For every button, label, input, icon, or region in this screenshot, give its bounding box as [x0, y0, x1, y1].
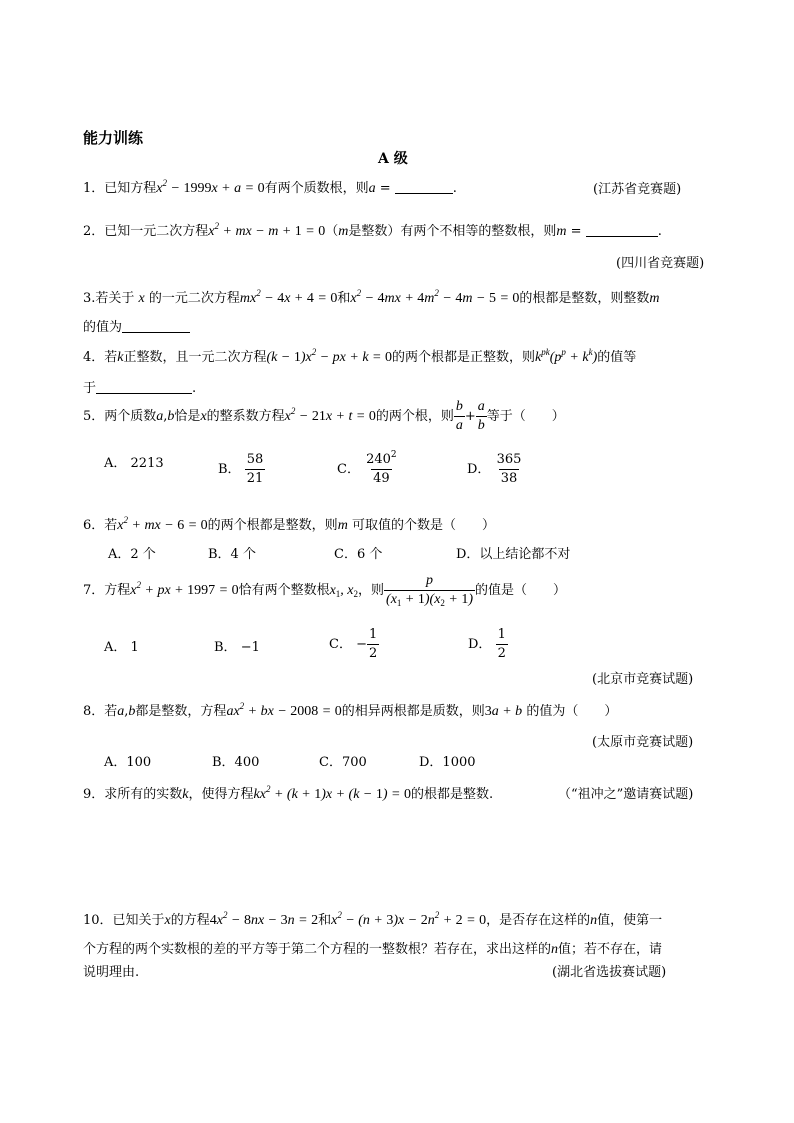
question-8: 8．若a,b都是整数，方程$ax^2$ + bx − 2008 = 0的相异两根都是质数，则3a + b 的值为（ ）	[83, 701, 618, 719]
fraction: $\frac{p}{(x_1 + 1)(x_2 + 1)}$	[386, 573, 474, 608]
option-c[interactable]: C． − $\frac{1}{2}$	[329, 627, 378, 661]
question-10: 10．已知关于x的方程$4x^2 - 8nx - 3n = 2$和$x^2 - (n + 3)x - 2n^2 + 2 = 0$，是否存在这样的n值，使第一	[83, 910, 663, 928]
question-1: 1．已知方程$x^2 - 1999x + a = 0$有两个质数根，则a = .	[83, 178, 457, 196]
option-c[interactable]: C．6 个	[334, 547, 383, 562]
option-a[interactable]: A．100	[104, 755, 152, 770]
question-3: 3.若关于 x 的一元二次方程$mx^2 - 4x + 4 = 0$和$x^2 - 4mx + 4m^2 - 4m - 5 = 0$的根都是整数，则整数m	[83, 288, 660, 306]
question-6: 6．若$x^2$ + mx − 6 = 0的两个根都是整数，则m 可取值的个数是（ ）	[83, 515, 495, 533]
equation: $ax^2$ + bx − 2008 = 0	[226, 701, 342, 719]
equation: $x^2$ + px + 1997 = 0	[130, 580, 239, 598]
equation: $kx^2 + (k + 1)x + (k - 1) = 0$	[253, 784, 411, 802]
question-10-source: (湖北省选拔赛试题)	[552, 965, 667, 980]
section-title: 能力训练	[83, 129, 144, 147]
option-c[interactable]: C． $\frac{240^2}{49}$	[337, 450, 397, 486]
equation: $x^2 - 1999x + a = 0$	[156, 178, 265, 196]
option-c[interactable]: C．700	[319, 755, 367, 770]
equation: $4x^2 - 8nx - 3n = 2$	[209, 910, 319, 928]
equation: $mx^2 - 4x + 4 = 0$	[239, 288, 338, 306]
question-4-line-2: 于 .	[83, 381, 197, 396]
answer-blank[interactable]	[586, 224, 658, 237]
question-7-source: (北京市竞赛试题)	[592, 672, 694, 687]
answer-blank[interactable]	[96, 381, 192, 394]
equation: $(k - 1)x^2$ − px + k = 0	[266, 347, 393, 365]
option-d[interactable]: D． $\frac{1}{2}$	[468, 627, 506, 661]
equation: $x^2 - (n + 3)x - 2n^2 + 2 = 0$	[331, 910, 487, 928]
option-b[interactable]: B． −1	[214, 640, 260, 655]
question-2: 2．已知一元二次方程$x^2$ + mx − m + 1 = 0（m是整数）有两个不相等的整数根，则m = .	[83, 221, 662, 239]
option-d[interactable]: D．以上结论都不对	[456, 547, 571, 562]
question-1-source: (江苏省竞赛题)	[593, 182, 682, 197]
question-10-line-3: 说明理由.	[83, 965, 140, 980]
option-d[interactable]: D． $\frac{365}{38}$	[467, 452, 522, 486]
equation: $x^2$ + mx − 6 = 0	[117, 515, 208, 533]
question-4: 4．若k正整数，且一元二次方程$(k - 1)x^2$ − px + k = 0的两个根都是正整数，则$k^{pk}(p^p + k^k)$的值等	[83, 347, 637, 365]
option-a[interactable]: A． 2213	[104, 456, 164, 471]
expression: $k^{pk}(p^p + k^k)$	[535, 347, 598, 365]
option-a[interactable]: A．2 个	[108, 547, 156, 562]
question-7: 7．方程$x^2$ + px + 1997 = 0恰有两个整数根$x_1$, $x_2$，则 $\frac{p}{(x_1 + 1)(x_2 + 1)}$ 的值是（ ）	[83, 573, 567, 608]
question-3-line-2: 的值为	[83, 316, 190, 335]
question-5: 5．两个质数a,b恰是x的整系数方程$x^2 - 21x + t = 0$的两个根，则 $\frac{b}{a}$ + $\frac{a}{b}$ 等于（ ）	[83, 399, 565, 433]
question-9: 9．求所有的实数k，使得方程$kx^2 + (k + 1)x + (k - 1) = 0$的根都是整数.	[83, 784, 494, 802]
equation: $x^2$ + mx − m + 1 = 0	[208, 221, 326, 239]
question-10-line-2: 个方程的两个实数根的差的平方等于第二个方程的一整数根？若存在，求出这样的n值；若不存在，请	[83, 942, 663, 957]
question-2-source: (四川省竞赛题)	[616, 256, 705, 271]
option-b[interactable]: B．4 个	[208, 547, 256, 562]
fraction: $\frac{b}{a}$	[455, 399, 463, 433]
option-d[interactable]: D．1000	[419, 755, 476, 770]
level-title: A 级	[378, 151, 408, 167]
question-9-source: （“祖冲之”邀请赛试题)	[558, 787, 694, 802]
option-b[interactable]: B．400	[212, 755, 260, 770]
equation: $x^2 - 21x + t = 0$	[284, 406, 376, 424]
answer-blank[interactable]	[122, 320, 190, 333]
answer-blank[interactable]	[395, 181, 453, 194]
option-a[interactable]: A． 1	[104, 640, 139, 655]
question-8-source: (太原市竞赛试题)	[592, 735, 694, 750]
option-b[interactable]: B． $\frac{58}{21}$	[218, 452, 264, 486]
fraction: $\frac{a}{b}$	[477, 399, 485, 433]
equation: $x^2 - 4mx + 4m^2 - 4m - 5 = 0$	[350, 288, 520, 306]
